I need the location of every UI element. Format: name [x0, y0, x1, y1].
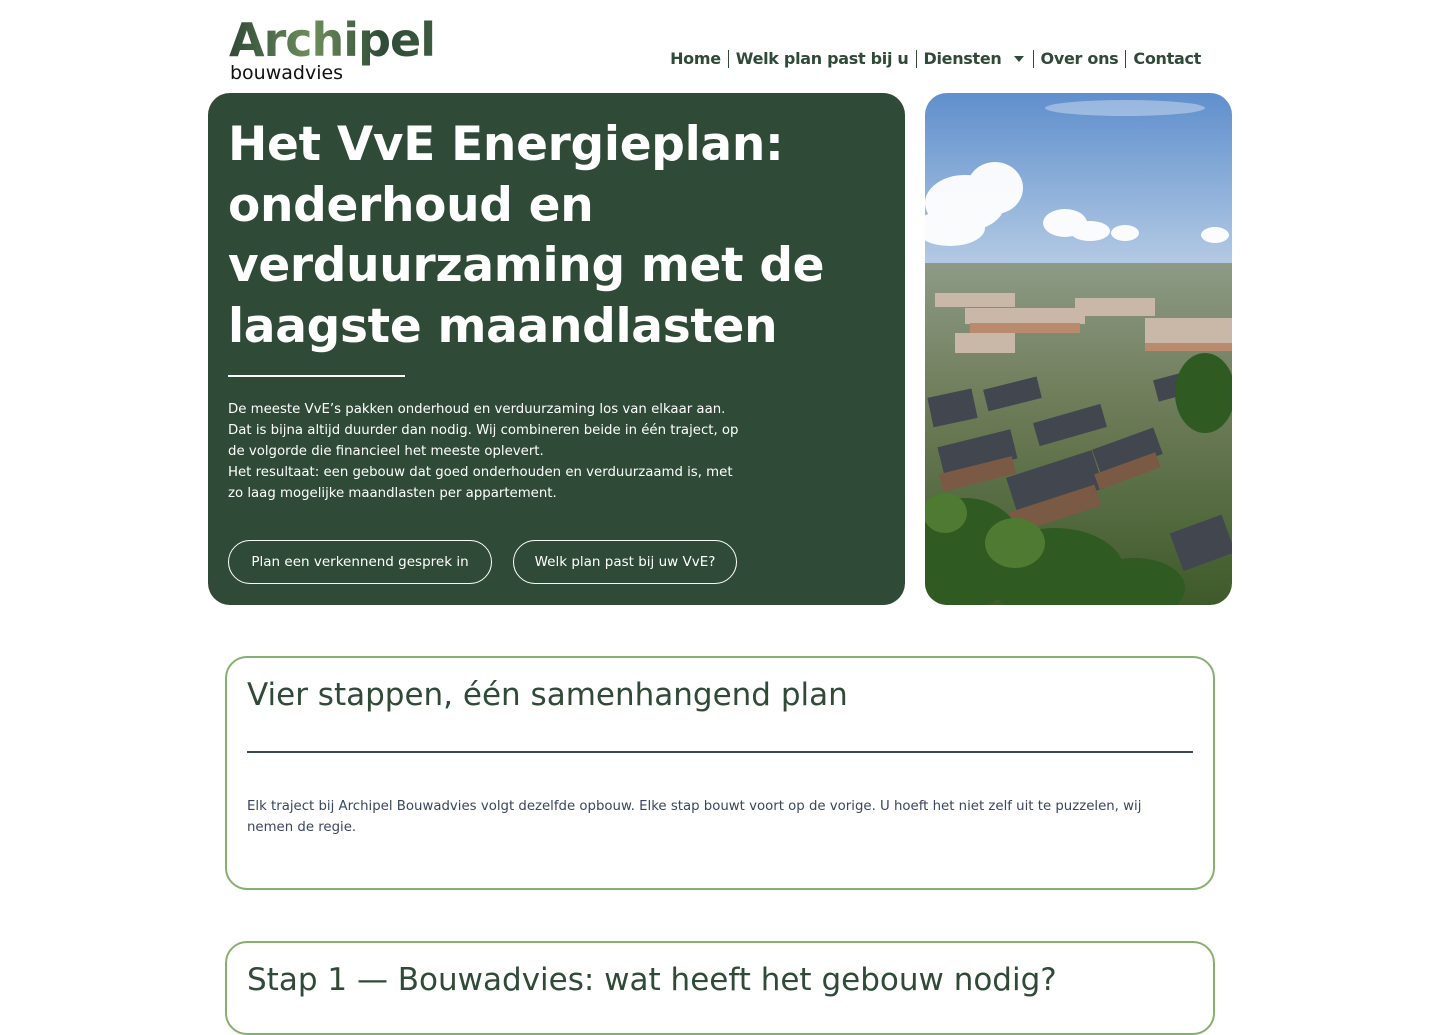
- logo-subtitle: bouwadvies: [230, 62, 344, 84]
- chevron-down-icon[interactable]: [1014, 56, 1024, 62]
- steps-intro-card: [225, 656, 1215, 890]
- nav-diensten[interactable]: [917, 48, 1033, 70]
- nav-welk-plan[interactable]: Welk plan past bij u: [735, 49, 909, 68]
- steps-intro-text: Elk traject bij Archipel Bouwadvies volgt dezelfde opbouw. Elke stap bouwt voort op de vorige. U hoeft het niet zelf uit te puzzelen, wij nemen de regie.: [247, 799, 1142, 835]
- hero-paragraph-2: Het resultaat: een gebouw dat goed onderhouden en verduurzaamd is, met zo laag mogelijke maandlasten per appartement.: [228, 465, 733, 501]
- logo[interactable]: [229, 13, 435, 84]
- hero-title: Het VvE Energieplan: onderhoud en verduurzaming met de laagste maandlasten: [228, 117, 825, 354]
- steps-intro-title: Vier stappen, één samenhangend plan: [247, 677, 848, 713]
- nav-contact[interactable]: Contact: [1133, 49, 1201, 68]
- plan-gesprek-button[interactable]: Plan een verkennend gesprek in: [228, 540, 492, 584]
- step-1-title: Stap 1 — Bouwadvies: wat heeft het gebouw nodig?: [247, 962, 1057, 998]
- nav-home[interactable]: Home: [670, 49, 721, 68]
- hero-paragraph-1: De meeste VvE’s pakken onderhoud en verduurzaming los van elkaar aan. Dat is bijna altijd duurder dan nodig. Wij combineren beide in één traject, op de volgorde die financieel het meeste oplevert.: [228, 402, 739, 459]
- nav-diensten-label: Diensten: [923, 49, 1002, 68]
- welk-plan-button[interactable]: Welk plan past bij uw VvE?: [513, 540, 737, 584]
- hero-divider: [228, 375, 405, 377]
- aerial-photo: [925, 93, 1232, 605]
- nav-over-ons[interactable]: Over ons: [1040, 49, 1119, 68]
- logo-wordmark: Archipel: [229, 13, 435, 67]
- main-navigation: [663, 48, 1208, 70]
- steps-intro-divider: [247, 751, 1193, 753]
- hero-intro: [228, 399, 748, 504]
- hero-panel: [208, 93, 905, 605]
- step-1-card: [225, 941, 1215, 1035]
